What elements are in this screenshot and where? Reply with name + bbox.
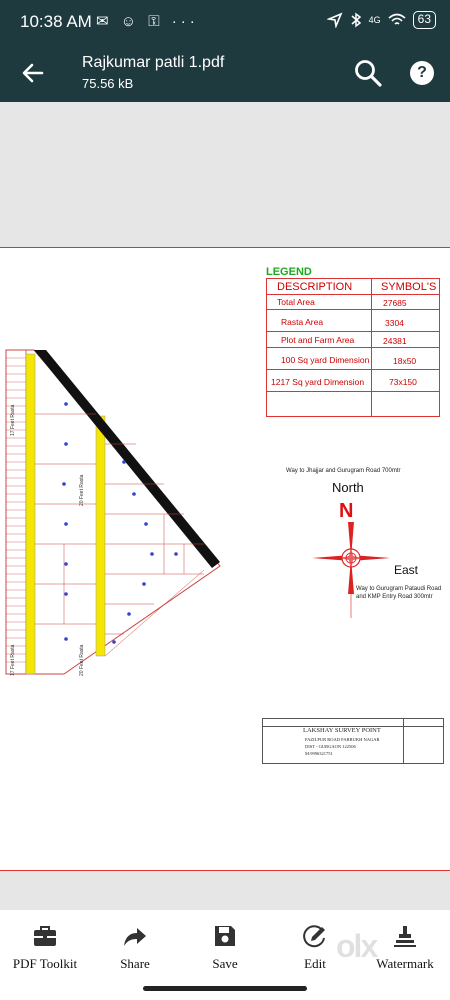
legend-desc-3: 100 Sq yard Dimension <box>281 355 370 365</box>
road-label-a: 17 Feet Rasta <box>10 404 16 436</box>
title-block <box>262 718 444 764</box>
road-label-c: 17 Feet Rasta <box>10 644 16 676</box>
surveyor-mobile: M:9996321751 <box>305 751 333 756</box>
legend-desc-2: Plot and Farm Area <box>281 335 355 345</box>
network-type: 4G <box>368 14 381 25</box>
legend-symbol-4: 73x150 <box>389 377 417 387</box>
back-arrow-icon[interactable] <box>18 58 48 88</box>
olx-watermark-logo: olx <box>336 928 377 964</box>
legend-desc-0: Total Area <box>277 297 315 307</box>
toolbar-label: Save <box>212 956 238 971</box>
road-label-d: 20 Feet Rasta <box>79 644 85 676</box>
surveyor-address: FAZILPUR ROAD FARRUKH NAGAR <box>305 737 380 742</box>
pdf-page[interactable] <box>0 247 450 871</box>
compass-rose-icon <box>306 498 396 622</box>
legend-header-description: DESCRIPTION <box>277 281 353 293</box>
toolbar-pdf-toolkit-button[interactable] <box>0 924 90 972</box>
toolbar-label: Watermark <box>376 956 434 971</box>
help-icon[interactable]: ? <box>410 61 434 85</box>
legend-symbol-2: 24381 <box>383 336 407 346</box>
notification-icons: ✉ ☺ ⚿ ··· <box>96 13 199 30</box>
legend-symbol-1: 3304 <box>385 318 404 328</box>
toolbar-save-button[interactable] <box>180 924 270 972</box>
legend-desc-4: 1217 Sq yard Dimension <box>271 377 365 387</box>
edit-icon <box>302 924 328 948</box>
toolbar-watermark-button[interactable] <box>360 924 450 972</box>
bottom-toolbar <box>0 910 450 1000</box>
system-icons <box>327 11 436 29</box>
status-time: 10:38 AM <box>20 12 92 31</box>
site-plan-drawing <box>4 344 240 684</box>
document-viewer[interactable] <box>0 102 450 910</box>
north-label: North <box>332 480 364 495</box>
legend-table <box>266 278 440 417</box>
legend-header-symbols: SYMBOL'S <box>381 281 437 293</box>
app-bar <box>0 44 450 102</box>
road-20ft <box>96 416 105 656</box>
toolbar-share-button[interactable] <box>90 924 180 972</box>
watermark-icon <box>392 924 418 948</box>
search-icon[interactable] <box>352 57 384 89</box>
surveyor-name: LAKSHAY SURVEY POINT <box>303 727 381 734</box>
legend-desc-1: Rasta Area <box>281 317 324 327</box>
toolbox-icon <box>32 924 58 948</box>
road-label-b: 20 Feet Rasta <box>79 474 85 506</box>
file-size: 75.56 kB <box>82 76 134 91</box>
legend-title: LEGEND <box>266 266 312 278</box>
save-icon <box>213 924 237 948</box>
wifi-icon <box>388 13 406 27</box>
road-17ft <box>26 354 35 674</box>
toolbar-label: Share <box>120 956 150 971</box>
file-name: Rajkumar patli 1.pdf <box>82 54 225 71</box>
share-icon <box>122 924 148 948</box>
toolbar-edit-button[interactable] <box>270 924 360 972</box>
legend-symbol-3: 18x50 <box>393 356 417 366</box>
battery-level: 63 <box>413 11 436 29</box>
toolbar-label: PDF Toolkit <box>12 956 78 971</box>
east-direction-note: Way to Gurugram Pataudi Road and KMP Entry Road 300mtr <box>356 586 442 600</box>
north-direction-note: Way to Jhajjar and Gurugram Road 700mtr <box>286 468 401 474</box>
bluetooth-icon <box>350 12 362 28</box>
surveyor-district: DIST - GURGAON 122506 <box>305 744 356 749</box>
toolbar-label: Edit <box>304 956 326 971</box>
legend-symbol-0: 27685 <box>383 298 407 308</box>
home-indicator[interactable] <box>143 986 307 991</box>
east-label: East <box>394 563 419 577</box>
compass-n-letter: N <box>339 500 354 522</box>
location-icon <box>327 12 343 28</box>
status-bar <box>0 0 450 44</box>
